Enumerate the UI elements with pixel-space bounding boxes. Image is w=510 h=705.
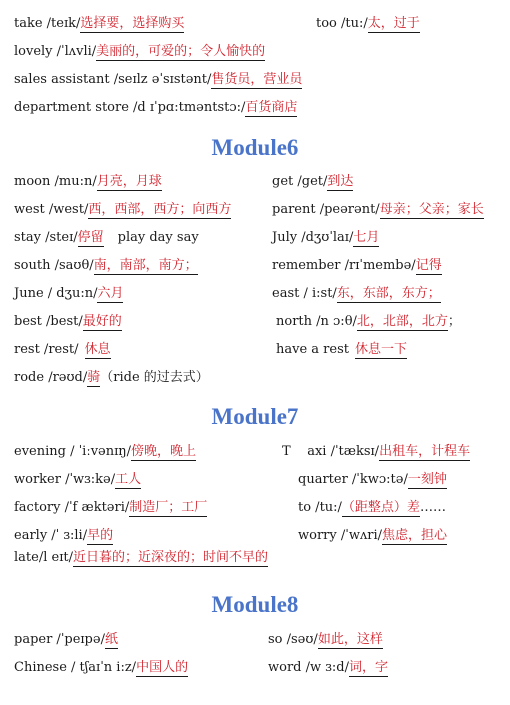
english-word: parent /peərənt/ [272, 202, 380, 217]
extra-words: play day say [117, 230, 199, 245]
vocab-entry [276, 312, 461, 332]
vocab-entry [14, 368, 209, 388]
english-word: sales assistant /seɪlz əˈsɪstənt/ [14, 72, 212, 87]
vocab-entry [14, 228, 199, 248]
vocab-entry [14, 312, 122, 332]
chinese-meaning: 六月 [97, 286, 124, 301]
vocab-entry [14, 70, 302, 90]
chinese-meaning: 如此，这样 [317, 632, 383, 647]
english-word: rode /rəʊd/ [14, 370, 88, 385]
english-word: best /best/ [14, 314, 83, 329]
module-heading: Module7 [211, 404, 299, 429]
module-heading: Module6 [211, 135, 299, 160]
english-word: T axi /ˈtæksɪ/ [282, 444, 380, 459]
english-word: so /səʊ/ [268, 632, 318, 647]
chinese-meaning: 售货员，营业员 [211, 72, 303, 87]
english-word: too /tu:/ [316, 16, 368, 31]
chinese-meaning: 最好的 [82, 314, 122, 329]
english-word: word /w ɜ:d/ [268, 660, 349, 675]
chinese-meaning: 南，南部，南方； [93, 258, 198, 273]
vocab-row [0, 172, 510, 196]
chinese-meaning: 北，北部，北方 [356, 314, 448, 329]
chinese-meaning: 纸 [104, 632, 118, 647]
vocab-entry [14, 172, 162, 192]
english-word: June / dʒu:n/ [14, 286, 98, 301]
vocab-row [0, 42, 510, 66]
vocab-row [0, 200, 510, 224]
chinese-meaning: 记得 [415, 258, 442, 273]
vocab-row [0, 340, 510, 364]
module-heading: Module8 [211, 592, 299, 617]
vocab-entry [14, 630, 118, 650]
english-word: north /n ɔ:θ/ [276, 314, 357, 329]
chinese-meaning: 七月 [353, 230, 380, 245]
english-word: to /tu:/ [298, 500, 342, 515]
english-word: worry /ˈwʌri/ [298, 528, 383, 543]
chinese-meaning: 美丽的，可爱的；令人愉快的 [96, 44, 266, 59]
chinese-meaning: 休息 [84, 342, 111, 357]
vocab-entry [14, 256, 198, 276]
chinese-meaning: 中国人的 [136, 660, 189, 675]
english-word: department store /d ɪˈpɑ:tməntstɔ:/ [14, 100, 246, 115]
vocab-entry [14, 98, 297, 118]
vocab-entry [268, 630, 383, 650]
english-word: have a rest [276, 342, 349, 357]
vocab-entry [272, 172, 353, 192]
chinese-meaning: 骑 [87, 370, 101, 385]
vocab-row [0, 14, 510, 38]
chinese-meaning: 百货商店 [245, 100, 298, 115]
english-word: factory /ˈf æktəri/ [14, 500, 130, 515]
chinese-meaning: 焦虑，担心 [382, 528, 448, 543]
vocab-entry [14, 548, 268, 568]
vocab-row [0, 228, 510, 252]
vocab-row [0, 498, 510, 522]
vocab-row [0, 312, 510, 336]
vocab-entry [14, 498, 207, 518]
chinese-meaning: 月亮，月球 [96, 174, 162, 189]
chinese-meaning: 出租车，计程车 [379, 444, 471, 459]
vocab-row [0, 658, 510, 682]
english-word: evening / ˈiːvənɪŋ/ [14, 444, 132, 459]
english-word: rest /rest/ [14, 342, 79, 357]
chinese-meaning: 东，东部，东方； [336, 286, 441, 301]
trailing-text: （ride 的过去式） [100, 370, 209, 385]
vocab-entry [268, 658, 388, 678]
chinese-meaning: （距整点）差 [341, 500, 420, 515]
english-word: lovely /ˈlʌvli/ [14, 44, 97, 59]
vocab-entry [14, 526, 113, 546]
chinese-meaning: 休息一下 [354, 342, 407, 357]
vocab-entry [298, 526, 447, 546]
vocab-entry [14, 340, 111, 360]
vocab-row [0, 442, 510, 466]
vocab-entry [14, 284, 123, 304]
chinese-meaning: 工人 [115, 472, 142, 487]
vocab-row [0, 98, 510, 122]
english-word: south /saʊθ/ [14, 258, 94, 273]
vocab-row [0, 256, 510, 280]
english-word: quarter /ˈkwɔ:tə/ [298, 472, 408, 487]
english-word: Chinese / tʃaɪˈn i:z/ [14, 660, 137, 675]
vocab-entry [276, 340, 407, 360]
vocab-entry [14, 442, 196, 462]
chinese-meaning: 太，过于 [367, 16, 420, 31]
chinese-meaning: 停留 [77, 230, 104, 245]
english-word: remember /rɪˈmembə/ [272, 258, 416, 273]
english-word: moon /mu:n/ [14, 174, 97, 189]
english-word: worker /ˈwɜ:kə/ [14, 472, 116, 487]
vocab-entry [272, 284, 441, 304]
chinese-meaning: 母亲；父亲；家长 [379, 202, 484, 217]
english-word: early /ˈ ɜ:li/ [14, 528, 88, 543]
chinese-meaning: 一刻钟 [407, 472, 447, 487]
vocab-entry [282, 442, 470, 462]
chinese-meaning: 到达 [327, 174, 354, 189]
chinese-meaning: 近日暮的；近深夜的；时间不早的 [72, 550, 268, 565]
vocab-row [0, 630, 510, 654]
trailing-text: …… [419, 500, 446, 515]
chinese-meaning: 制造厂；工厂 [129, 500, 208, 515]
english-word: take /teɪk/ [14, 16, 81, 31]
vocab-entry [14, 200, 231, 220]
vocab-entry [272, 256, 442, 276]
vocab-entry [272, 200, 484, 220]
vocab-entry [14, 42, 265, 62]
english-word: late/l eɪt/ [14, 550, 73, 565]
vocab-entry [14, 470, 141, 490]
vocab-row [0, 70, 510, 94]
vocab-row [0, 526, 510, 550]
chinese-meaning: 傍晚，晚上 [131, 444, 197, 459]
vocab-entry [14, 658, 188, 678]
vocab-row [0, 284, 510, 308]
chinese-meaning: 西，西部，西方；向西方 [88, 202, 232, 217]
trailing-text: ； [447, 314, 461, 329]
vocab-entry [298, 498, 446, 518]
vocab-entry [316, 14, 420, 34]
chinese-meaning: 选择要，选择购买 [80, 16, 185, 31]
chinese-meaning: 词，字 [348, 660, 388, 675]
vocab-row [0, 470, 510, 494]
vocab-entry [298, 470, 447, 490]
vocab-entry [272, 228, 379, 248]
english-word: stay /steɪ/ [14, 230, 78, 245]
english-word: July /dʒʊˈlaɪ/ [272, 230, 354, 245]
english-word: west /west/ [14, 202, 89, 217]
english-word: paper /ˈpeɪpə/ [14, 632, 105, 647]
english-word: get /get/ [272, 174, 328, 189]
vocab-row [0, 368, 510, 392]
vocab-entry [14, 14, 184, 34]
english-word: east / i:st/ [272, 286, 337, 301]
chinese-meaning: 早的 [87, 528, 114, 543]
vocab-row [0, 548, 510, 572]
